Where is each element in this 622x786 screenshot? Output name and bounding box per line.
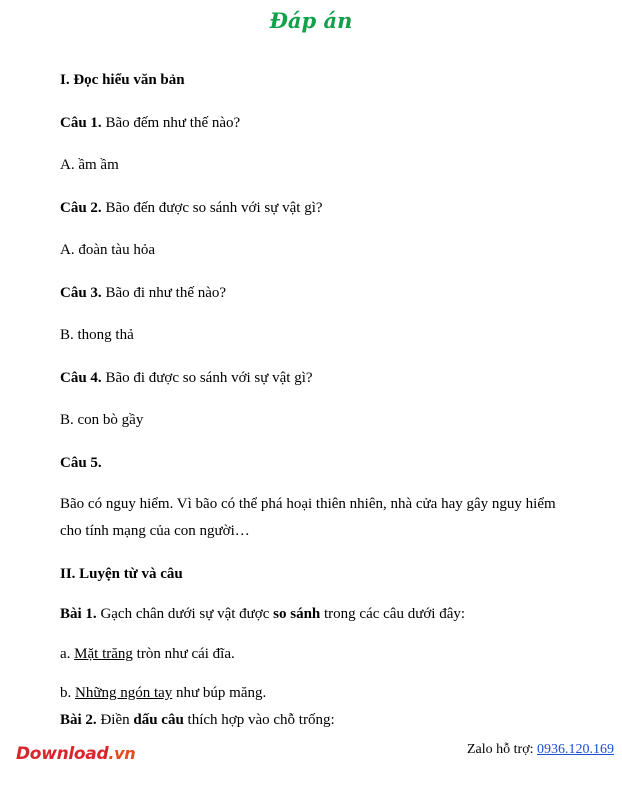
- answer-3: B. thong thả: [60, 327, 134, 343]
- item-b-prefix: b.: [60, 685, 75, 701]
- question-2-label: Câu 2.: [60, 200, 102, 216]
- section-heading-vocabulary: II. Luyện từ và câu: [60, 566, 183, 582]
- exercise-2-label: Bài 2.: [60, 712, 97, 728]
- logo-text: Download: [16, 744, 109, 764]
- answer-4: B. con bò gầy: [60, 412, 144, 428]
- question-2-text: Bão đến được so sánh với sự vật gì?: [101, 200, 323, 216]
- question-3-label: Câu 3.: [60, 285, 102, 301]
- exercise-1-item-b: [60, 683, 602, 703]
- support-label: Zalo hỗ trợ:: [467, 742, 537, 757]
- section-heading-reading: I. Đọc hiểu văn bản: [60, 72, 185, 88]
- download-logo[interactable]: [16, 744, 135, 764]
- question-3: [60, 283, 602, 303]
- exercise-2-text-after: thích hợp vào chỗ trống:: [183, 712, 335, 728]
- exercise-2: [60, 710, 602, 730]
- question-4-label: Câu 4.: [60, 370, 102, 386]
- answer-2: A. đoàn tàu hỏa: [60, 242, 155, 258]
- exercise-1-item-a: [60, 644, 602, 664]
- question-1-label: Câu 1.: [60, 115, 102, 131]
- answer-1: A. ầm ầm: [60, 157, 119, 173]
- support-phone-link[interactable]: 0936.120.169: [537, 742, 614, 757]
- answer-5-line-1: Bão có nguy hiểm. Vì bão có thể phá hoại thiên nhiên, nhà cửa hay gây nguy hiểm: [60, 496, 556, 512]
- item-b-underlined: Những ngón tay: [75, 685, 173, 701]
- item-a-underlined: Mặt trăng: [74, 646, 133, 662]
- support-info: [467, 742, 614, 758]
- question-4: [60, 368, 602, 388]
- item-b-rest: như búp măng.: [172, 685, 267, 701]
- exercise-1-text-before: Gạch chân dưới sự vật được: [96, 606, 274, 622]
- answer-5-line-2: cho tính mạng của con người…: [60, 523, 250, 539]
- exercise-2-text-before: Điền: [96, 712, 134, 728]
- question-2: [60, 198, 602, 218]
- logo-suffix: .vn: [108, 744, 136, 763]
- item-a-prefix: a.: [60, 646, 75, 662]
- exercise-1-label: Bài 1.: [60, 606, 97, 622]
- exercise-1-bold-term: so sánh: [273, 606, 321, 622]
- exercise-1: [60, 604, 602, 624]
- question-4-text: Bão đi được so sánh với sự vật gì?: [101, 370, 313, 386]
- exercise-2-bold-term: dấu câu: [133, 712, 184, 728]
- question-5-label: Câu 5.: [60, 455, 102, 471]
- page-title: Đáp án: [269, 8, 353, 33]
- question-3-text: Bão đi như thế nào?: [101, 285, 227, 301]
- question-1: [60, 113, 602, 133]
- item-a-rest: tròn như cái đĩa.: [132, 646, 235, 662]
- exercise-1-text-after: trong các câu dưới đây:: [320, 606, 466, 622]
- question-1-text: Bão đếm như thế nào?: [101, 115, 241, 131]
